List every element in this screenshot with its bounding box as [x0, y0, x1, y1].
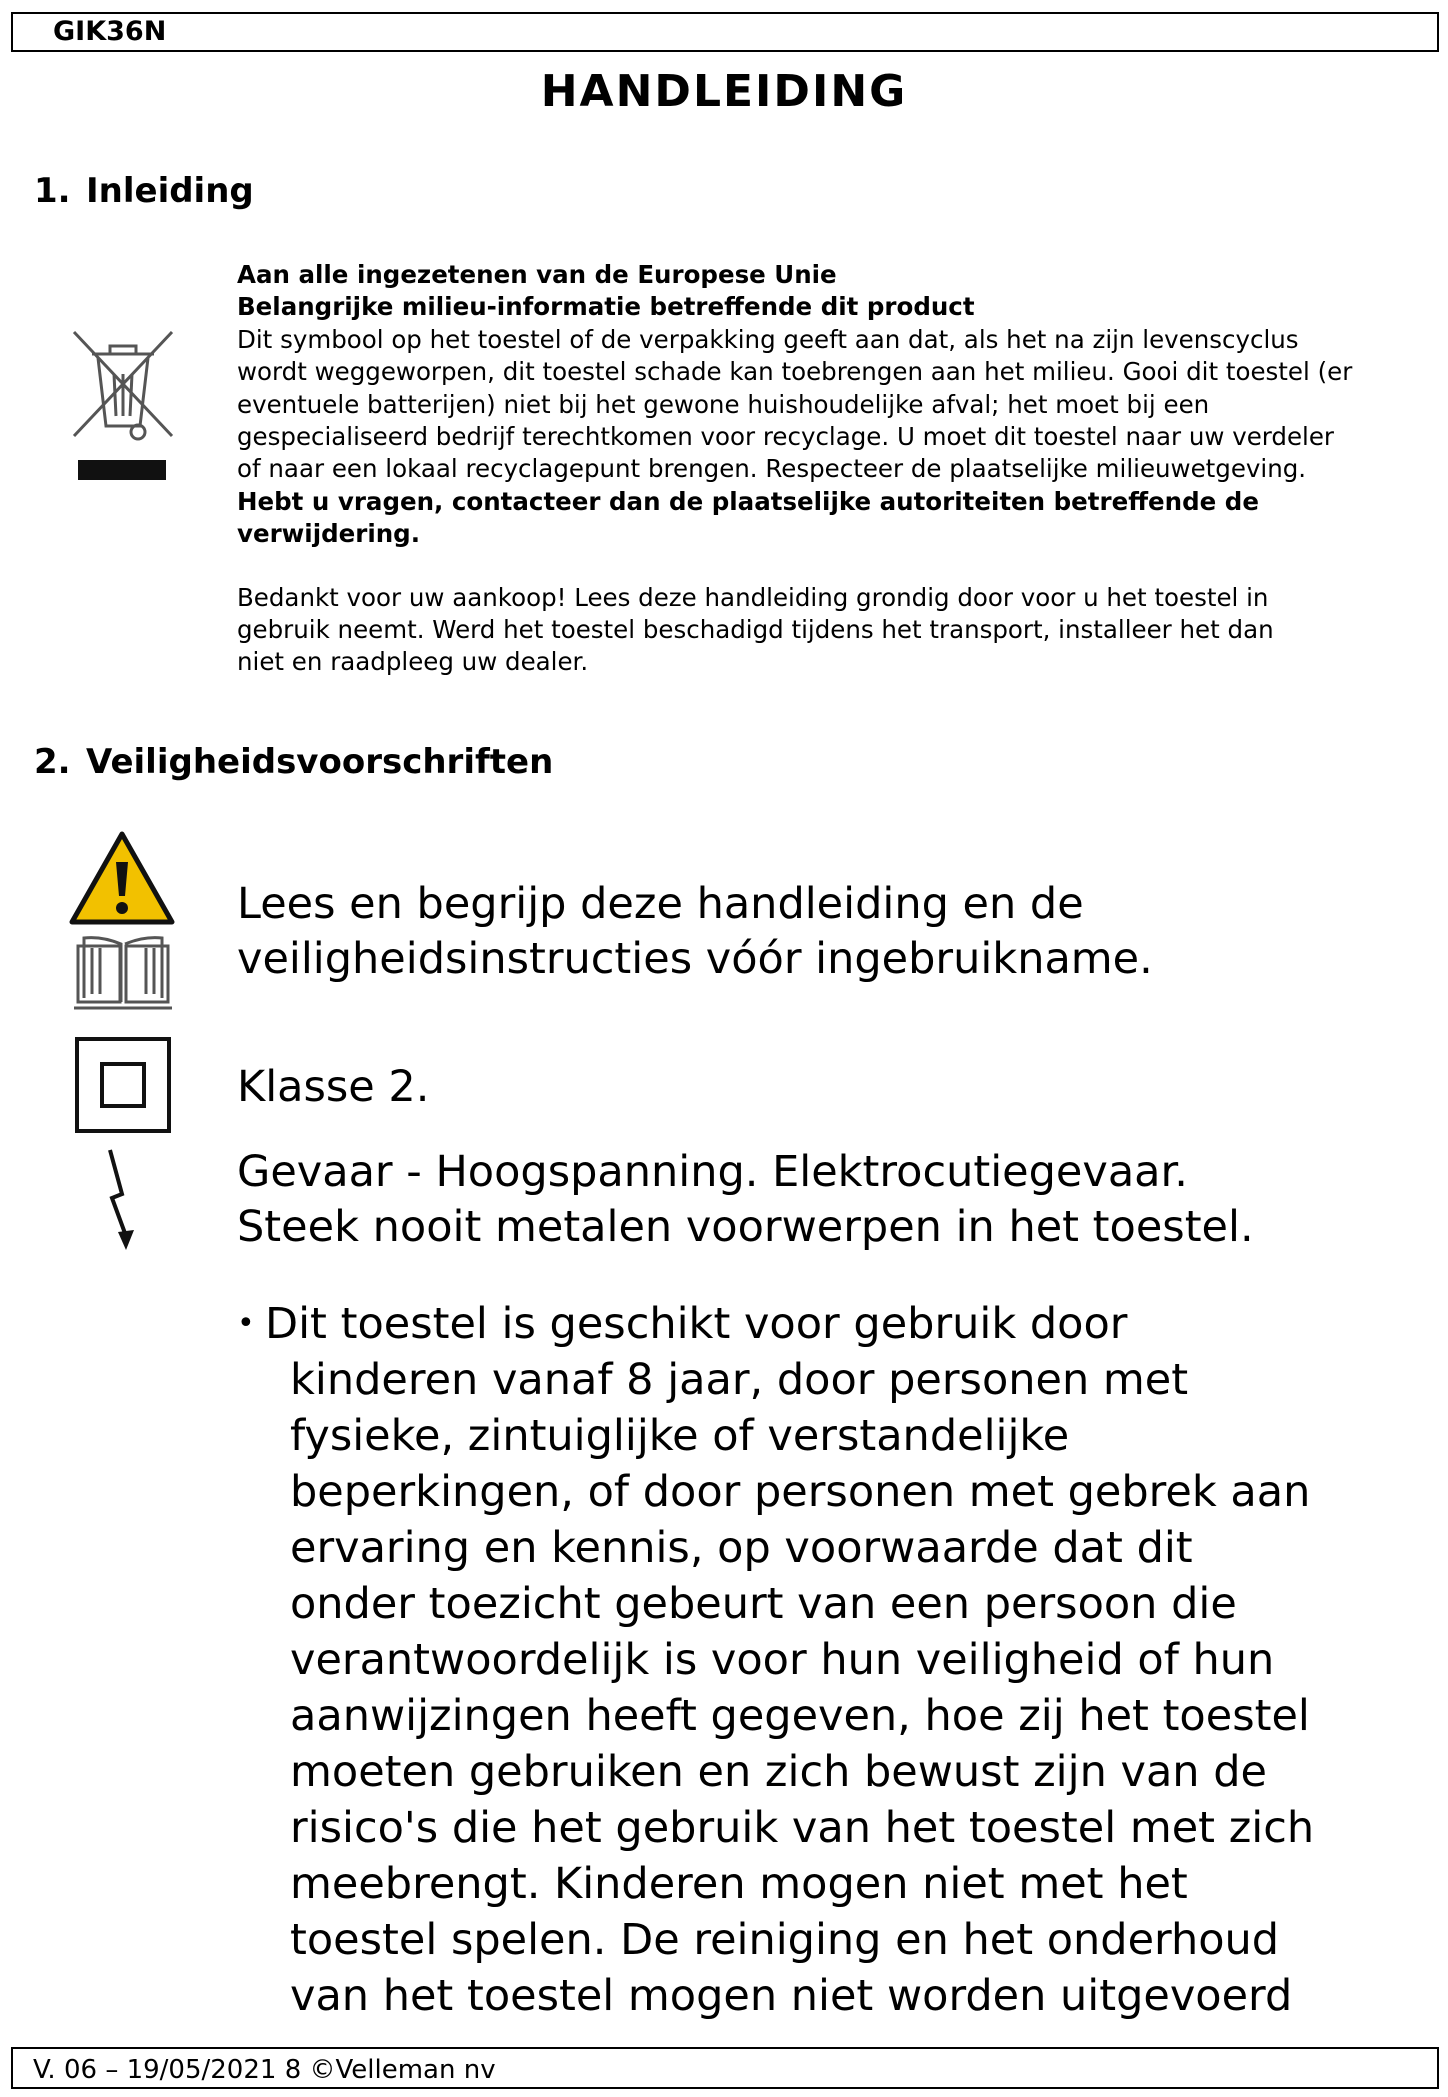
section-2-title: Veiligheidsvoorschriften	[86, 742, 554, 782]
bullet-line: verantwoordelijk is voor hun veiligheid of hun	[290, 1635, 1275, 1685]
bullet-line: aanwijzingen heeft gegeven, hoe zij het toestel	[290, 1691, 1310, 1741]
eu-text-line: gespecialiseerd bedrijf terechtkomen voor recyclage. U moet dit toestel naar uw verdeler	[237, 422, 1335, 452]
eu-text-line: of naar een lokaal recyclagepunt brengen. Respecteer de plaatselijke milieuwetgeving.	[237, 454, 1307, 484]
bullet-line: beperkingen, of door personen met gebrek aan	[290, 1467, 1311, 1517]
page-title: HANDLEIDING	[540, 66, 908, 117]
safety-bullet-item	[237, 1296, 1437, 2024]
contact-line: verwijdering.	[237, 519, 421, 549]
eu-text-line: eventuele batterijen) niet bij het gewone huishoudelijke afval; het moet bij een	[237, 389, 1210, 419]
bullet-line: kinderen vanaf 8 jaar, door personen met	[290, 1355, 1189, 1405]
contact-line: Hebt u vragen, contacteer dan de plaatselijke autoriteiten betreffende de	[237, 486, 1259, 516]
eu-heading-1: Aan alle ingezetenen van de Europese Unie	[237, 260, 837, 289]
model-number: GIK36N	[53, 16, 167, 47]
bullet-line: ervaring en kennis, op voorwaarde dat dit	[290, 1523, 1193, 1573]
thanks-line: niet en raadpleeg uw dealer.	[237, 647, 589, 677]
section-1-number: 1.	[34, 171, 71, 211]
section-1-heading	[34, 171, 254, 211]
section-1-title: Inleiding	[86, 171, 254, 211]
footer-bar	[11, 2047, 1439, 2089]
header-bar	[11, 12, 1439, 52]
voltage-warning-line: Steek nooit metalen voorwerpen in het toestel.	[237, 1202, 1254, 1252]
bullet-line: toestel spelen. De reiniging en het onderhoud	[290, 1915, 1280, 1965]
read-manual-line: veiligheidsinstructies vóór ingebruikname.	[237, 934, 1153, 984]
bullet-line: onder toezicht gebeurt van een persoon die	[290, 1579, 1237, 1629]
bullet-dot: •	[237, 1306, 255, 1341]
bullet-line: van het toestel mogen niet worden uitgevoerd	[290, 1971, 1293, 2021]
class-2-text: Klasse 2.	[237, 1062, 430, 1112]
bullet-line: meebrengt. Kinderen mogen niet met het	[290, 1859, 1188, 1909]
bullet-line: fysieke, zintuiglijke of verstandelijke	[290, 1411, 1070, 1461]
bullet-first-line: Dit toestel is geschikt voor gebruik door	[265, 1299, 1128, 1349]
high-voltage-lightning-icon	[104, 1148, 144, 1252]
weee-crossed-bin-icon	[68, 326, 178, 486]
read-manual-book-icon	[72, 932, 174, 1012]
read-manual-text	[237, 877, 1153, 987]
warning-triangle-icon	[68, 830, 176, 928]
thanks-line: gebruik neemt. Werd het toestel beschadigd tijdens het transport, installeer het dan	[237, 615, 1274, 645]
eu-heading-2: Belangrijke milieu-informatie betreffende dit product	[237, 292, 975, 322]
bullet-line: risico's die het gebruik van het toestel met zich	[290, 1803, 1315, 1853]
section-2-number: 2.	[34, 742, 71, 782]
bullet-line: moeten gebruiken en zich bewust zijn van de	[290, 1747, 1267, 1797]
voltage-warning-line: Gevaar - Hoogspanning. Elektrocutiegevaar.	[237, 1147, 1188, 1197]
class-2-double-insulation-icon	[75, 1037, 171, 1133]
read-manual-line: Lees en begrijp deze handleiding en de	[237, 879, 1084, 929]
eu-text-line: wordt weggeworpen, dit toestel schade kan toebrengen aan het milieu. Gooi dit toestel (er	[237, 357, 1353, 387]
intro-text-block	[237, 259, 1437, 679]
thanks-line: Bedankt voor uw aankoop! Lees deze handleiding grondig door voor u het toestel in	[237, 582, 1269, 612]
voltage-warning-text	[237, 1145, 1254, 1255]
eu-text-line: Dit symbool op het toestel of de verpakking geeft aan dat, als het na zijn levenscyclus	[237, 324, 1299, 354]
footer-version-page: V. 06 – 19/05/2021 8 ©Velleman nv	[33, 2055, 496, 2085]
section-2-heading	[34, 742, 553, 782]
